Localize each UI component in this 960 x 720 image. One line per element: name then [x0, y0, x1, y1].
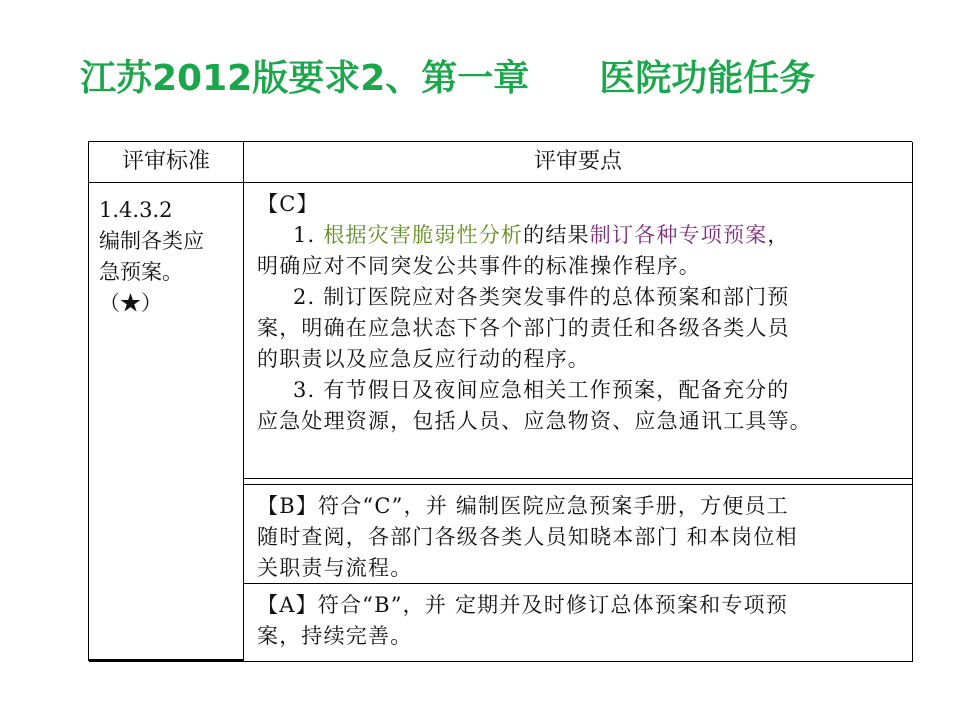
item-1-highlight-purple: 制订各种专项预案 — [589, 223, 768, 247]
standard-star: （★） — [99, 291, 162, 315]
standard-text-1: 编制各类应 — [99, 229, 204, 253]
item-1-highlight-green: 根据灾害脆弱性分析 — [323, 223, 524, 247]
level-c-item-2-cont-1: 案，明确在应急状态下各个部门的责任和各级各类人员 — [257, 316, 790, 340]
header-standard: 评审标准 — [89, 142, 244, 183]
item-1-number: 1. — [293, 223, 316, 247]
level-b-cell — [244, 485, 913, 584]
level-c-item-3-cont: 应急处理资源，包括人员、应急物资、应急通讯工具等。 — [257, 409, 812, 433]
item-1-end: ， — [767, 223, 790, 247]
header-points: 评审要点 — [244, 142, 913, 183]
level-c-item-2-cont-2: 的职责以及应急反应行动的程序。 — [257, 347, 590, 371]
title-part-1: 江苏2012版要求2、第一章 — [80, 58, 530, 99]
standard-cell — [89, 183, 244, 662]
level-a-line-1: 【A】符合“B”，并 定期并及时修订总体预案和专项预 — [257, 593, 788, 617]
level-b-line-2: 随时查阅，各部门各级各类人员知晓本部门 和本岗位相 — [257, 525, 798, 549]
level-a-cell — [244, 584, 913, 662]
title-part-2: 医院功能任务 — [599, 58, 816, 99]
level-c-item-3: 3. 有节假日及夜间应急相关工作预案，配备充分的 — [293, 378, 790, 402]
review-table — [88, 141, 912, 661]
level-a-line-2: 案，持续完善。 — [257, 624, 413, 648]
slide-title — [80, 50, 940, 110]
level-c-item-1-cont: 明确应对不同突发公共事件的标准操作程序。 — [257, 254, 701, 278]
level-b-line-3: 关职责与流程。 — [257, 556, 413, 580]
standard-code: 1.4.3.2 — [99, 198, 173, 222]
level-c-cell — [244, 183, 913, 479]
standard-text-2: 急预案。 — [99, 260, 183, 284]
level-b-line-1: 【B】符合“C”，并 编制医院应急预案手册，方便员工 — [257, 494, 789, 518]
level-c-item-2: 2. 制订医院应对各类突发事件的总体预案和部门预 — [293, 285, 790, 309]
level-c-label: 【C】 — [257, 192, 319, 216]
level-c-item-1 — [257, 220, 904, 251]
item-1-mid: 的结果 — [523, 223, 590, 247]
